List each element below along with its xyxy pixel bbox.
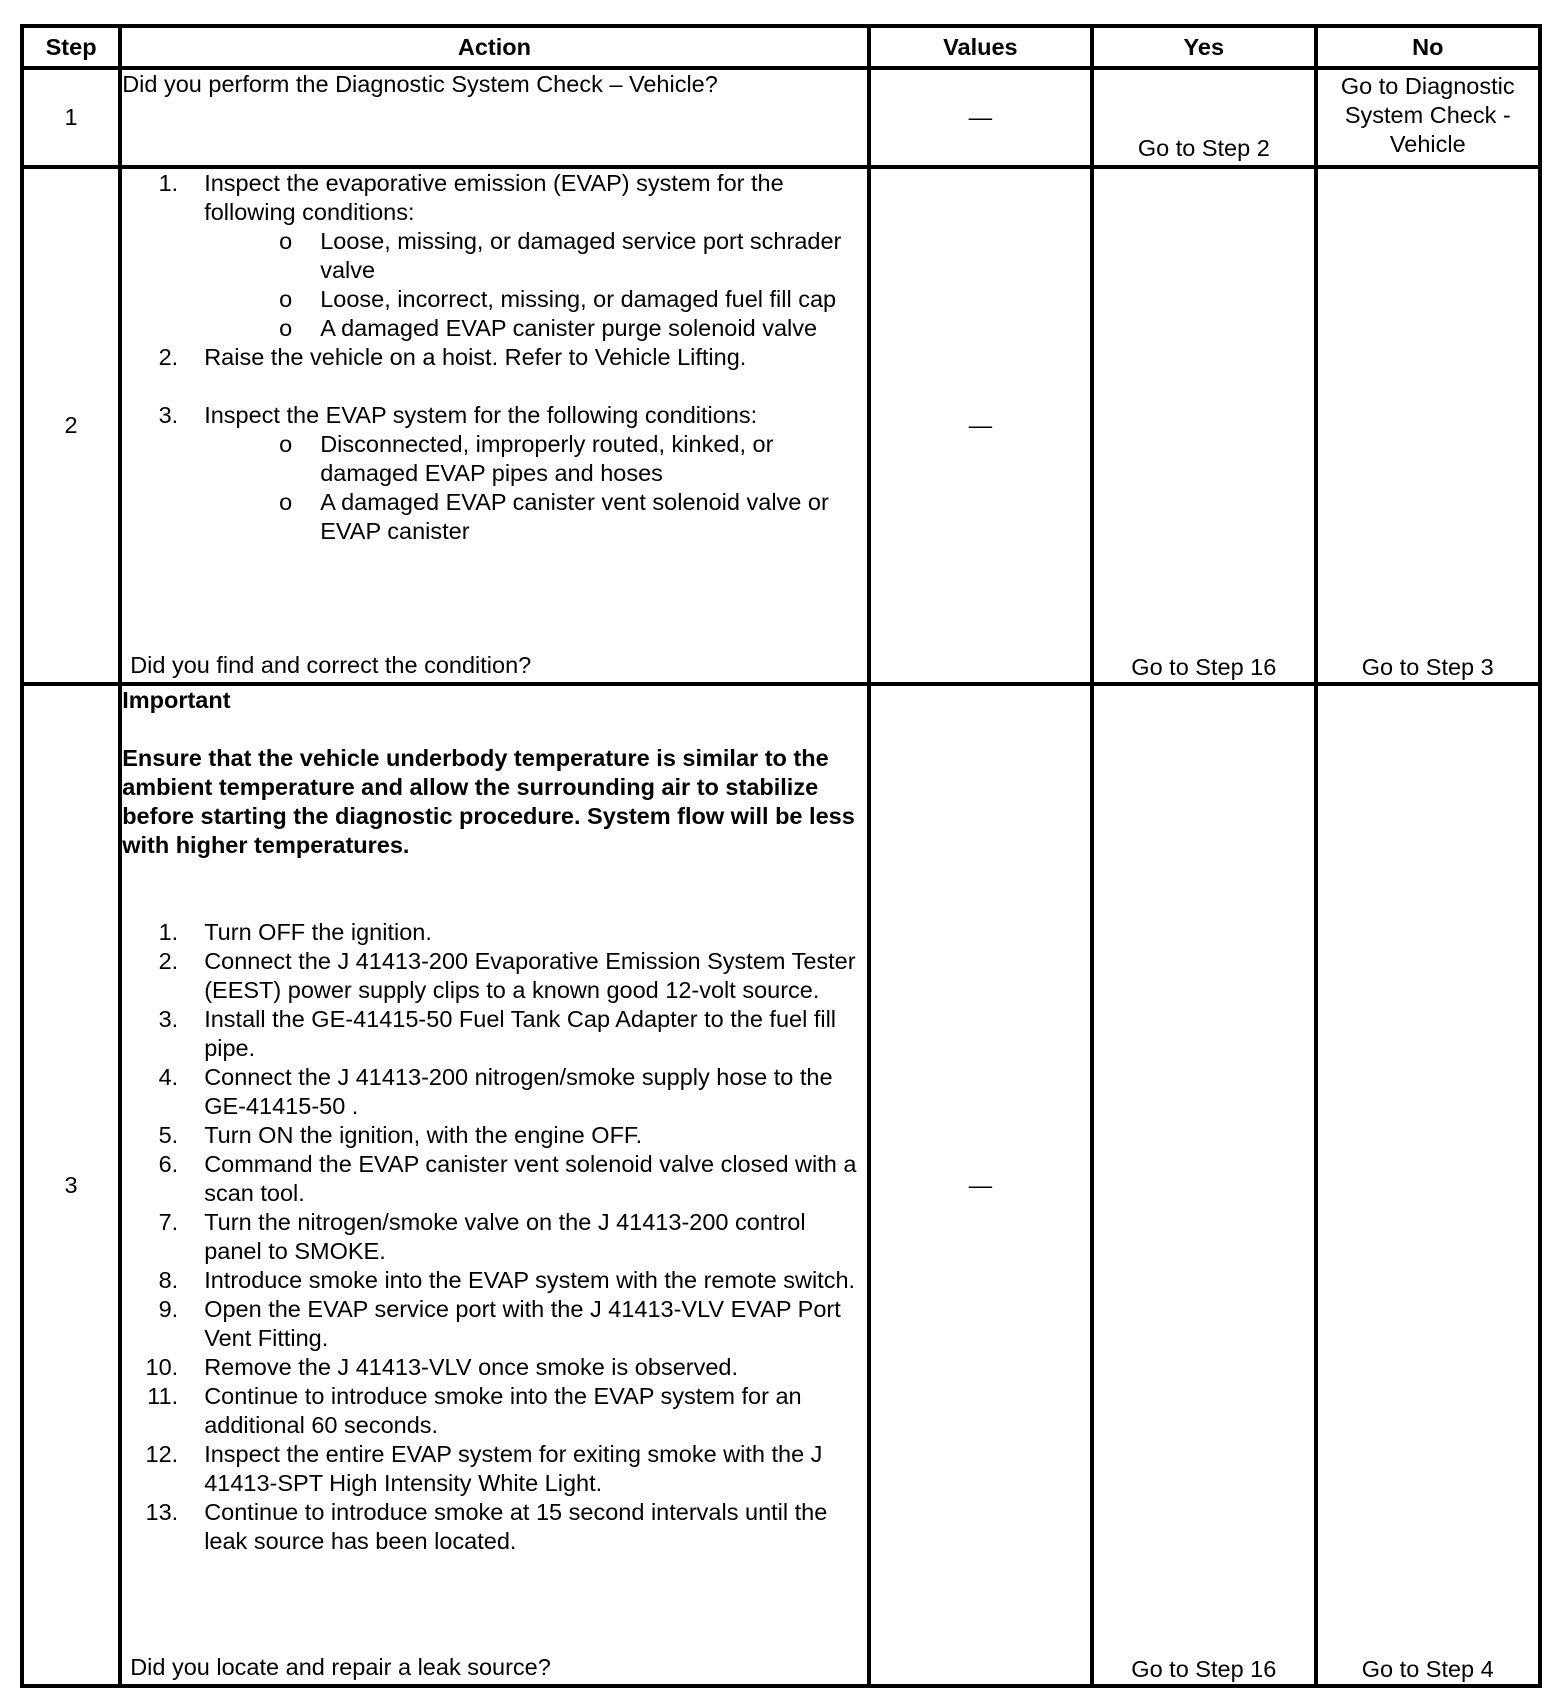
list-item: 2. Connect the J 41413-200 Evaporative Emission System Tester (EEST) power supply clips to a known good 12-volt source. [158,948,856,1003]
list-item: 1. Inspect the evaporative emission (EVAP) system for the following conditions: [158,170,784,225]
action-cell [120,68,868,167]
yes-cell: Go to Step 16 [1092,684,1315,1686]
header-row [22,26,1540,68]
step-number: 2 [22,167,120,684]
important-note: Ensure that the vehicle underbody temperature is similar to the ambient temperature and allow the surrounding air to stabilize before starting the diagnostic procedure. System flow will be less with higher temperatures. [122,745,855,858]
list-item: 12. Inspect the entire EVAP system for exiting smoke with the J 41413-SPT High Intensity White Light. [145,1441,823,1496]
list-item: 8. Introduce smoke into the EVAP system with the remote switch. [158,1267,856,1293]
list-item: 11. Continue to introduce smoke into the EVAP system for an additional 60 seconds. [147,1383,802,1438]
list-item: 1. Turn OFF the ignition. [158,919,432,945]
list-item: 9. Open the EVAP service port with the J 41413-VLV EVAP Port Vent Fitting. [158,1296,841,1351]
sub-item: o Loose, missing, or damaged service port schrader valve [279,228,842,283]
list-item: 3. Install the GE-41415-50 Fuel Tank Cap Adapter to the fuel fill pipe. [158,1006,837,1061]
action-question: Did you find and correct the condition? [130,652,532,678]
list-item: 2. Raise the vehicle on a hoist. Refer to Vehicle Lifting. [158,344,747,370]
no-cell: Go to Step 4 [1316,684,1540,1686]
sub-item: o A damaged EVAP canister purge solenoid valve [279,315,818,341]
sub-item: o Disconnected, improperly routed, kinked, or damaged EVAP pipes and hoses [279,431,774,486]
action-cell [120,167,868,684]
values-cell: — [869,167,1092,684]
no-cell: Go to Diagnostic System Check - Vehicle [1316,68,1540,167]
list-item: 7. Turn the nitrogen/smoke valve on the J 41413-200 control panel to SMOKE. [158,1209,806,1264]
list-item: 4. Connect the J 41413-200 nitrogen/smoke supply hose to the GE-41415-50 . [158,1064,833,1119]
values-cell: — [869,68,1092,167]
list-item: 13. Continue to introduce smoke at 15 second intervals until the leak source has been located. [145,1499,828,1554]
header-no: No [1316,26,1540,68]
header-values: Values [869,26,1092,68]
action-question: Did you locate and repair a leak source? [130,1654,551,1680]
action-steps-list [122,169,866,546]
step-number: 1 [22,68,120,167]
action-question: Did you perform the Diagnostic System Check – Vehicle? [122,71,718,97]
yes-cell: Go to Step 16 [1092,167,1315,684]
header-yes: Yes [1092,26,1315,68]
diagnostic-table [20,24,1542,1688]
list-item: 3. Inspect the EVAP system for the following conditions: [158,402,758,428]
action-cell [120,684,868,1686]
sub-item: o Loose, incorrect, missing, or damaged fuel fill cap [279,286,837,312]
values-cell: — [869,684,1092,1686]
yes-cell: Go to Step 2 [1092,68,1315,167]
step-number: 3 [22,684,120,1686]
action-steps-list [122,918,866,1556]
important-title: Important [122,687,231,713]
table-row [22,167,1540,684]
list-item: 10. Remove the J 41413-VLV once smoke is observed. [145,1354,739,1380]
list-item: 6. Command the EVAP canister vent solenoid valve closed with a scan tool. [158,1151,857,1206]
table-row [22,68,1540,167]
table-row [22,684,1540,1686]
header-action: Action [120,26,868,68]
list-item: 5. Turn ON the ignition, with the engine OFF. [158,1122,643,1148]
no-cell: Go to Step 3 [1316,167,1540,684]
header-step: Step [22,26,120,68]
sub-item: o A damaged EVAP canister vent solenoid valve or EVAP canister [279,489,829,544]
